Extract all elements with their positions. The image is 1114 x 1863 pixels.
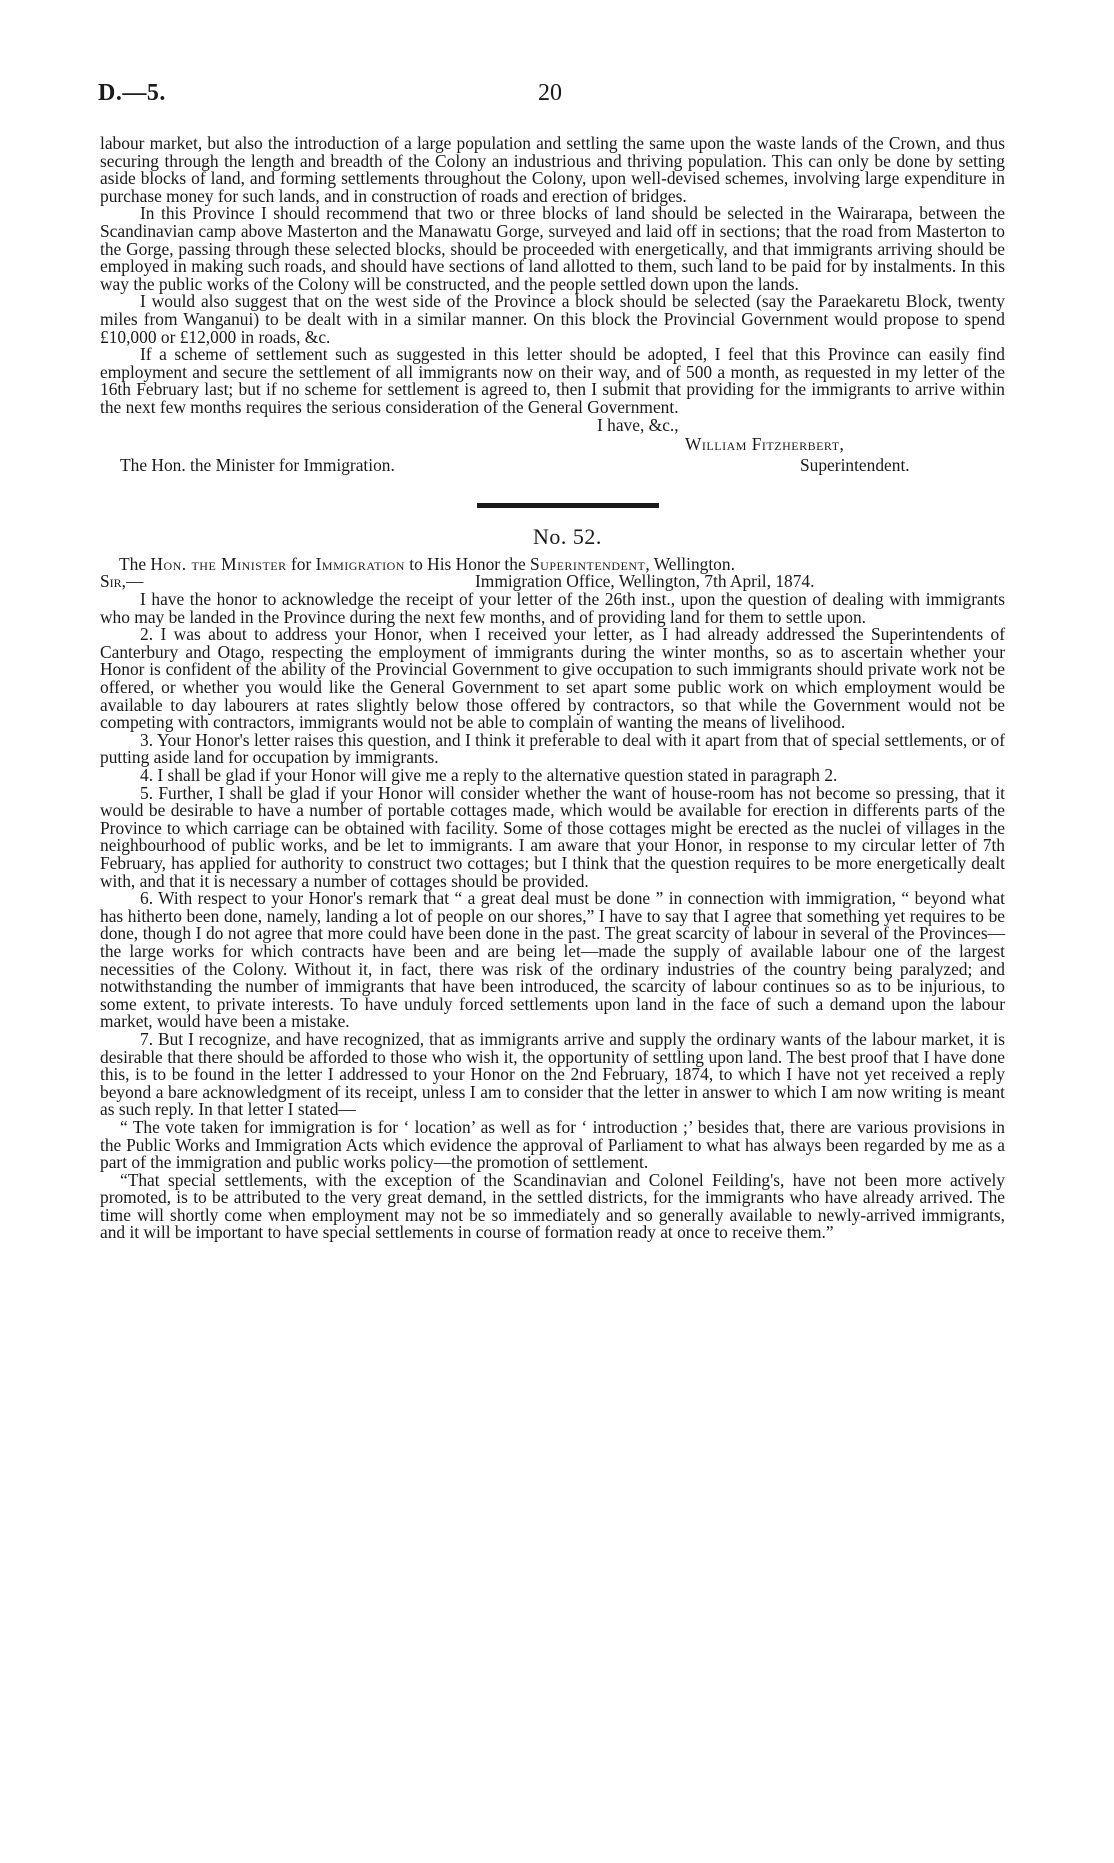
letter-number: No. 52. <box>533 523 602 549</box>
signer-title: Superintendent. <box>800 454 910 475</box>
letter-minister <box>100 524 1005 1243</box>
salutation-row <box>100 573 1005 591</box>
signature: William Fitzherbert, <box>685 433 845 454</box>
paragraph: 2. I was about to address your Honor, when I received your letter, as I had already addressed the Superintendents of Canterbury and Otago, respecting the employment of immigrants during the winter months, so as to ascertain whether your Honor is confident of the ability of the Provincial Government to give occupation to such immigrants should private work not be offered, or whether you would like the General Government to set apart some public work on which employment would be available to day labourers at rates slightly below those offered by contractors, so that while the Government would not be competing with contractors, immigrants would not be able to complain of wanting the means of livelihood. <box>100 624 1005 733</box>
document-body <box>100 135 1005 1242</box>
paragraph: 7. But I recognize, and have recognized, that as immigrants arrive and supply the ordinary wants of the labour market, it is desirable that there should be afforded to those who wish it, the opportunity of settling upon land. The best proof that I have done this, is to be found in the letter I addressed to your Honor on the 2nd February, 1874, to which I have not yet received a reply beyond a bare acknowledgment of its receipt, unless I am to consider that the letter in answer to which I am now writing is meant as such reply. In that letter I stated— <box>100 1028 1005 1120</box>
paragraph: If a scheme of settlement such as suggested in this letter should be adopted, I feel that this Province can easily find employment and secure the settlement of all immigrants now on their way, and of 500 a month, as requested in my letter of the 16th February last; but if no scheme for settlement is agreed to, then I submit that providing for the immigrants to arrive within the next few months requires the serious consideration of the General Government. <box>100 344 1005 417</box>
paragraph: I have the honor to acknowledge the receipt of your letter of the 26th inst., upon the question of dealing with immigrants who may be landed in the Province during the next few months, and of providing land for them to settle upon. <box>100 589 1005 627</box>
dateline: Immigration Office, Wellington, 7th April, 1874. <box>475 571 815 592</box>
signature-block <box>100 414 1005 489</box>
addressee: The Hon. the Minister for Immigration. <box>120 454 395 475</box>
page-number: 20 <box>538 80 562 106</box>
quoted-paragraph: “That special settlements, with the exception of the Scandinavian and Colonel Feilding's, have not been more actively promoted, is to be attributed to the very great demand, in the settled districts, for the immigrants who have already arrived. The time will shortly come when employment may not be so immediately and so generally available to newly-arrived immigrants, and it will be important to have special settlements in course of formation ready at once to receive them.” <box>100 1169 1005 1243</box>
closing: I have, &c., <box>597 414 679 435</box>
paragraph: 3. Your Honor's letter raises this question, and I think it preferable to deal with it apart from that of special settlements, or of putting aside land for occupation by immigrants. <box>100 729 1005 768</box>
paragraph: In this Province I should recommend that two or three blocks of land should be selected in the Wairarapa, between the Scandinavian camp above Masterton and the Manawatu Gorge, surveyed and laid off in sections; that the road from Masterton to the Gorge, passing through these selected blocks, should be proceeded with energetically, and that immigrants arriving should be employed in making such roads, and should have sections of land allotted to them, such land to be paid for by instalments. In this way the public works of the Colony will be constructed, and the people settled down upon the lands. <box>100 203 1005 294</box>
quoted-paragraph: “ The vote taken for immigration is for ‘ location’ as well as for ‘ introduction ;’ besides that, there are various provisions in the Public Works and Immigration Acts which evidence the approval of Parliament to what has always been regarded by me as a part of the immigration and public works policy—the promotion of settlement. <box>100 1116 1005 1173</box>
letter-superintendent <box>100 135 1005 489</box>
paragraph: I would also suggest that on the west side of the Province a block should be selected (say the Paraekaretu Block, twenty miles from Wanganui) to be dealt with in a similar manner. On this block the Provincial Government would propose to spend £10,000 or £12,000 in roads, &c. <box>100 291 1005 347</box>
document-reference: D.—5. <box>98 80 166 106</box>
section-divider <box>477 503 659 508</box>
paragraph: 6. With respect to your Honor's remark that “ a great deal must be done ” in connection with immigration, “ beyond what has hitherto been done, namely, landing a lot of people on our shores,” I have to say that I agree that something yet requires to be done, though I do not agree that more could have been done in the past. The great scarcity of labour in several of the Provinces—the large works for which contracts have been and are being let—made the supply of available labour one of the largest necessities of the Colony. Without it, in fact, there was risk of the ordinary industries of the country being paralyzed; and notwithstanding the number of immigrants that have been introduced, the scarcity of labour continues so as to be injurious, to some extent, to private interests. To have unduly forced settlements upon land in the face of such a demand upon the labour market, would have been a mistake. <box>100 888 1005 1032</box>
page-header <box>98 80 1018 114</box>
paragraph: 5. Further, I shall be glad if your Honor will consider whether the want of house-room has not become so pressing, that it would be desirable to have a number of portable cottages made, which would be available for erection in differents parts of the Province to which carriage can be obtained with facility. Some of those cottages might be erected as the nuclei of villages in the neighbourhood of public works, and be let to immigrants. I am aware that your Honor, in response to my circular letter of 7th February, has applied for authority to construct two cottages; but I think that the question requires to be more energetically dealt with, and that it is necessary a number of cottages should be provided. <box>100 782 1005 891</box>
letter-heading: The Hon. the Minister for Immigration to His Honor the Superintendent, Wellington. <box>119 553 735 574</box>
salutation: Sir,— <box>100 571 144 592</box>
paragraph: labour market, but also the introduction of a large population and settling the same upon the waste lands of the Crown, and thus securing through the length and breadth of the Colony an industrious and thriving population. This can only be done by setting aside blocks of land, and forming settlements throughout the Colony, upon well-devised schemes, involving large expenditure in purchase money for such lands, and in construction of roads and erection of bridges. <box>100 133 1005 206</box>
paragraph: 4. I shall be glad if your Honor will give me a reply to the alternative question stated in paragraph 2. <box>140 765 838 786</box>
